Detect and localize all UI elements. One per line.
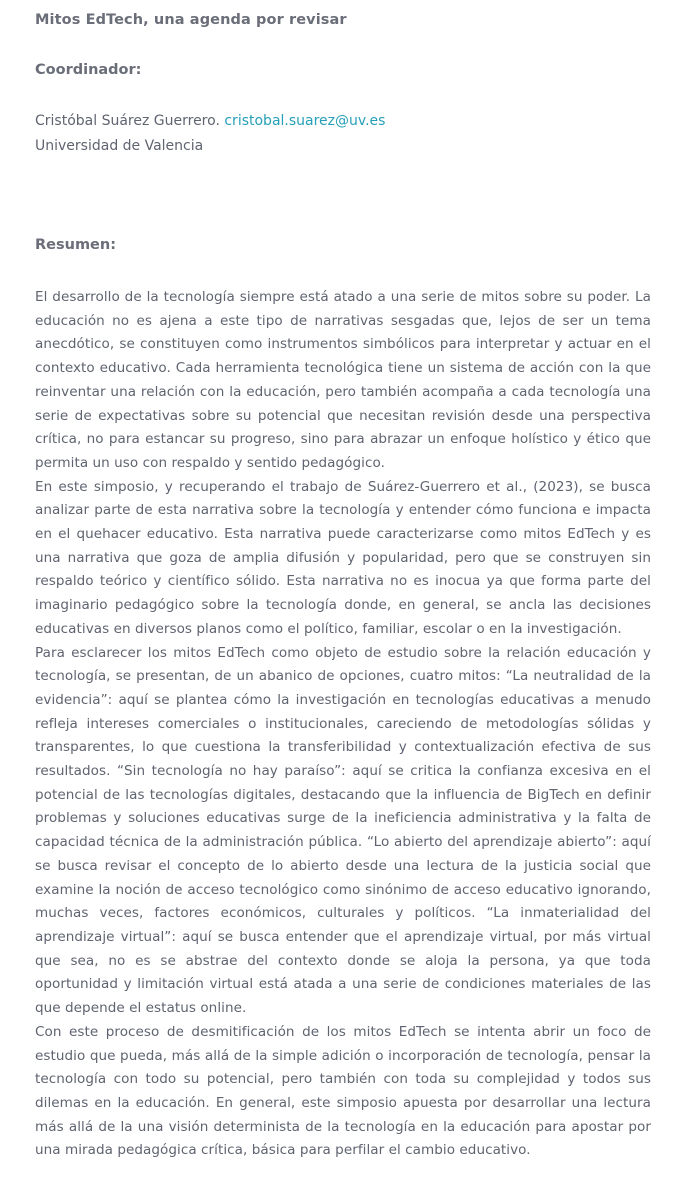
coordinator-email-link[interactable]: cristobal.suarez@uv.es [224, 113, 386, 129]
coordinator-label: Coordinador: [35, 62, 142, 78]
abstract-paragraph-4: Con este proceso de desmitificación de los mitos EdTech se intenta abrir un foco de estudio que pueda, más allá de la simple adición o incorporación de tecnología, pensar la tecnología con todo su potencial, pero también con toda su complejidad y todos sus dilemas en la educación. En general, este simposio apuesta por desarrollar una lectura más allá de la una visión determinista de la tecnología en la educación para apostar por una mirada pedagógica crítica, básica para perfilar el cambio educativo. [35, 1023, 651, 1159]
abstract-body [35, 286, 651, 1163]
coordinator-name: Cristóbal Suárez Guerrero. [35, 113, 220, 129]
coordinator-line [35, 113, 385, 129]
document-title: Mitos EdTech, una agenda por revisar [35, 12, 347, 28]
coordinator-affiliation: Universidad de Valencia [35, 138, 204, 154]
abstract-label: Resumen: [35, 237, 117, 253]
abstract-paragraph-1: El desarrollo de la tecnología siempre está atado a una serie de mitos sobre su poder. La educación no es ajena a este tipo de narrativas sesgadas que, lejos de ser un tema anecdótico, se constituyen como instrumentos simbólicos para interpretar y actuar en el contexto educativo. Cada herramienta tecnológica tiene un sistema de acción con la que reinventar una relación con la educación, pero también acompaña a cada tecnología una serie de expectativas sobre su potencial que necesitan revisión desde una perspectiva crítica, no para estancar su progreso, sino para abrazar un enfoque holístico y ético que permita un uso con respaldo y sentido pedagógico. [35, 289, 651, 471]
abstract-paragraph-3: Para esclarecer los mitos EdTech como objeto de estudio sobre la relación educación y tecnología, se presentan, de un abanico de opciones, cuatro mitos: “La neutralidad de la evidencia”: aquí se plantea cómo la investigación en tecnologías educativas a menudo refleja intereses comerciales o institucionales, careciendo de metodologías sólidas y transparentes, lo que cuestiona la transferibilidad y contextualización efectiva de sus resultados. “Sin tecnología no hay paraíso”: aquí se critica la confianza excesiva en el potencial de las tecnologías digitales, destacando que la influencia de BigTech en definir problemas y soluciones educativas surge de la ineficiencia administrativa y la falta de capacidad técnica de la administración pública. “Lo abierto del aprendizaje abierto”: aquí se busca revisar el concepto de lo abierto desde una lectura de la justicia social que examine la noción de acceso tecnológico como sinónimo de acceso educativo ignorando, muchas veces, factores económicos, culturales y políticos. “La inmaterialidad del aprendizaje virtual”: aquí se busca entender que el aprendizaje virtual, por más virtual que sea, no es se abstrae del contexto donde se aloja la persona, ya que toda oportunidad y limitación virtual está atada a una serie de condiciones materiales de las que depende el estatus online. [35, 644, 651, 1017]
abstract-paragraph-2: En este simposio, y recuperando el trabajo de Suárez-Guerrero et al., (2023), se busca analizar parte de esta narrativa sobre la tecnología y entender cómo funciona e impacta en el quehacer educativo. Esta narrativa puede caracterizarse como mitos EdTech y es una narrativa que goza de amplia difusión y popularidad, pero que se construyen sin respaldo teórico y científico sólido. Esta narrativa no es inocua ya que forma parte del imaginario pedagógico sobre la tecnología donde, en general, se ancla las decisiones educativas en diversos planos como el político, familiar, escolar o en la investigación. [35, 478, 651, 637]
